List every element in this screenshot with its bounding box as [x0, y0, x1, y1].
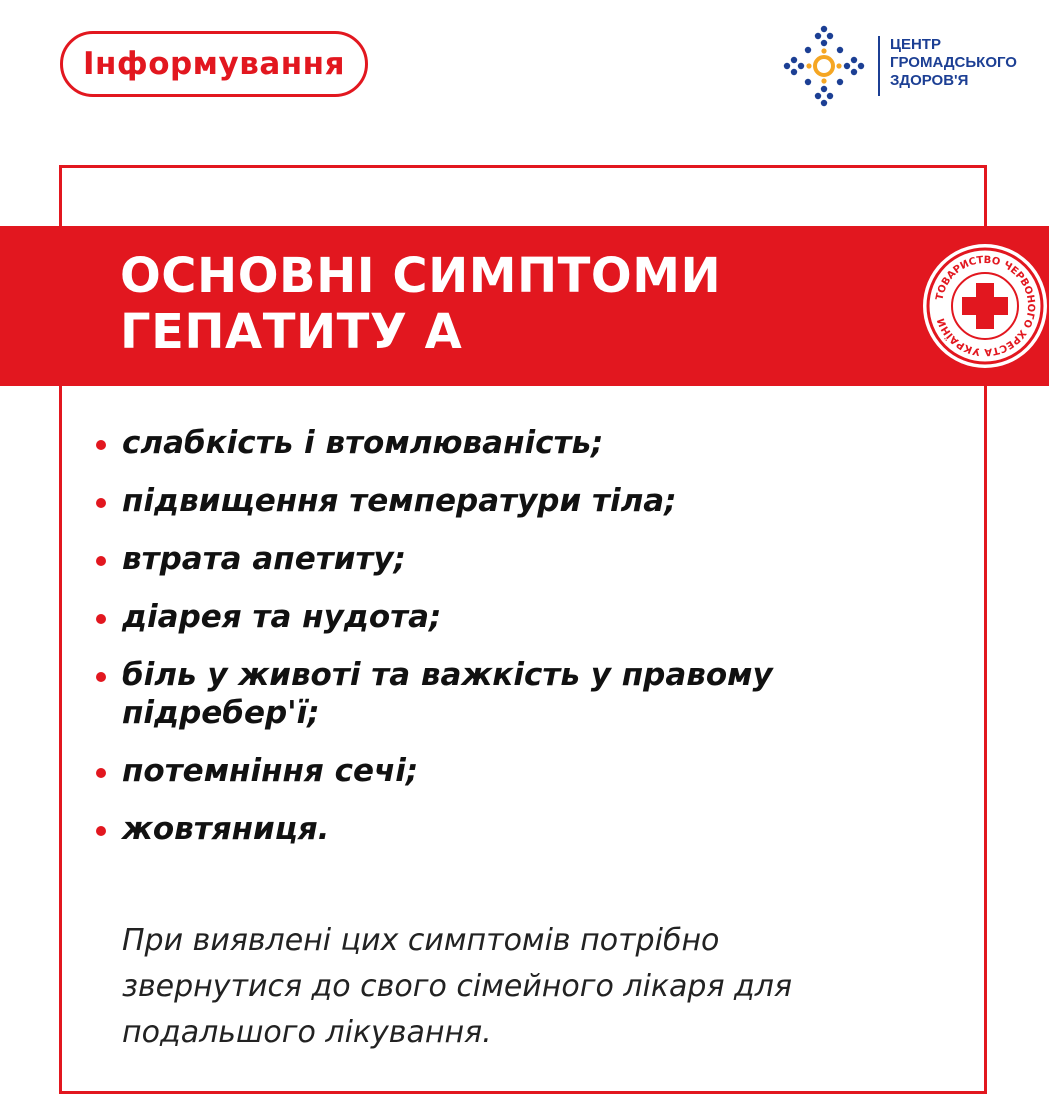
title-line-1: ОСНОВНІ СИМПТОМИ [120, 248, 722, 304]
logo-line-3: ЗДОРОВ'Я [890, 72, 969, 89]
symptom-item [92, 656, 942, 732]
bullet-icon [96, 768, 106, 778]
red-cross-emblem [920, 236, 1049, 376]
dotted-ornament-icon [782, 24, 866, 108]
logo-text [890, 36, 1017, 90]
symptom-text: слабкість і втомлюваність; [122, 425, 604, 461]
bullet-icon [96, 440, 106, 450]
symptom-text: підвищення температури тіла; [122, 483, 677, 519]
bullet-icon [96, 556, 106, 566]
symptom-item [92, 424, 942, 462]
symptoms-list [92, 424, 942, 868]
note-line-3: подальшого лікування. [122, 1015, 492, 1050]
public-health-center-logo [782, 24, 1022, 108]
symptom-text: потемніння сечі; [122, 753, 419, 789]
emblem-ring-text: ТОВАРИСТВО ЧЕРВОНОГО ХРЕСТА УКРАЇНИ [934, 254, 1037, 358]
bullet-icon [96, 614, 106, 624]
bullet-icon [96, 672, 106, 682]
symptom-text: жовтяниця. [122, 811, 330, 847]
note-line-1: При виявлені цих симптомів потрібно [122, 923, 720, 958]
symptom-text: біль у животі та важкість у правому підребер'ї; [122, 657, 773, 731]
title-banner [0, 226, 1049, 386]
logo-divider [878, 36, 880, 96]
logo-line-2: ГРОМАДСЬКОГО [890, 54, 1017, 71]
advice-note [122, 918, 922, 1056]
symptom-item [92, 810, 942, 848]
page-title [120, 248, 721, 360]
bullet-icon [96, 498, 106, 508]
symptom-item [92, 598, 942, 636]
logo-line-1: ЦЕНТР [890, 36, 941, 53]
symptom-text: втрата апетиту; [122, 541, 406, 577]
symptom-item [92, 482, 942, 520]
note-line-2: звернутися до свого сімейного лікаря для [122, 969, 793, 1004]
symptom-item [92, 540, 942, 578]
symptom-item [92, 752, 942, 790]
bullet-icon [96, 826, 106, 836]
info-badge: Інформування [60, 31, 368, 97]
title-line-2: ГЕПАТИТУ А [120, 304, 463, 360]
symptom-text: діарея та нудота; [122, 599, 442, 635]
